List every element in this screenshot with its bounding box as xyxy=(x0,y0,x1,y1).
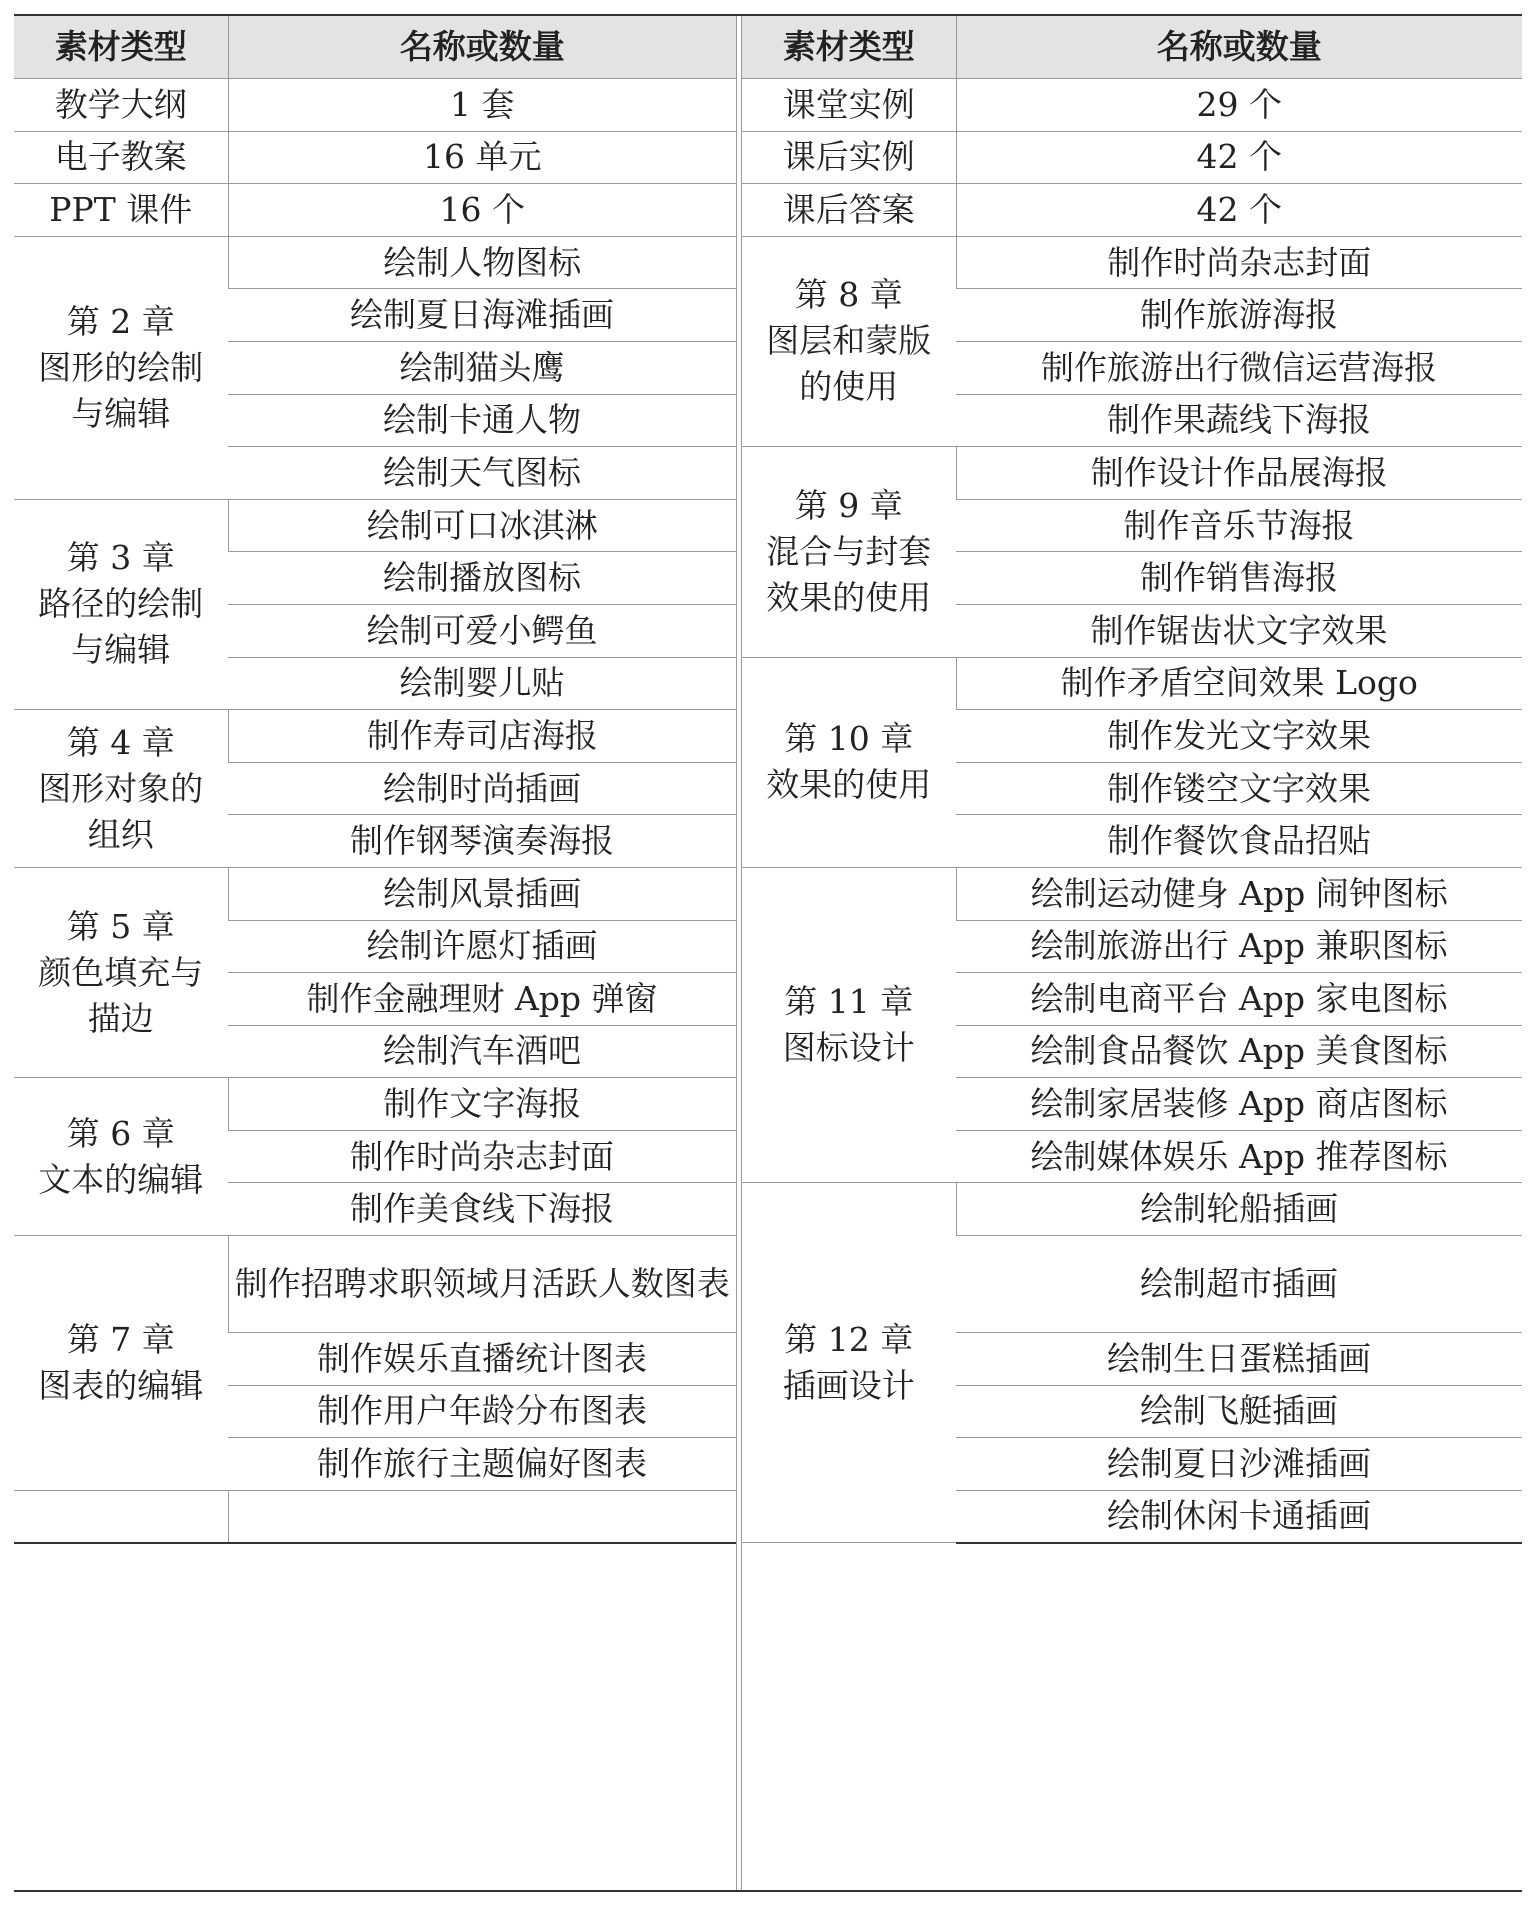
basic-row xyxy=(14,131,736,184)
item-cell: 制作锯齿状文字效果 xyxy=(956,604,1522,657)
item-cell: 制作娱乐直播统计图表 xyxy=(228,1333,736,1386)
chapter-title-line2: 的使用 xyxy=(799,367,899,407)
table-row xyxy=(14,236,736,289)
material-type-cell: 课堂实例 xyxy=(742,79,956,132)
item-cell: 绘制汽车酒吧 xyxy=(228,1025,736,1078)
chapter-cell xyxy=(742,657,956,867)
header-row xyxy=(742,15,1522,79)
chapter-cell xyxy=(742,236,956,446)
chapter-number: 第 2 章 xyxy=(66,301,175,341)
table-row xyxy=(14,710,736,763)
item-cell: 制作音乐节海报 xyxy=(956,499,1522,552)
empty-row xyxy=(14,1490,736,1543)
table-row xyxy=(742,1183,1522,1236)
item-cell: 制作时尚杂志封面 xyxy=(956,236,1522,289)
chapter-number: 第 4 章 xyxy=(66,722,175,762)
chapter-title-line1: 文本的编辑 xyxy=(38,1159,204,1199)
item-cell: 绘制可口冰淇淋 xyxy=(228,499,736,552)
bottom-rule xyxy=(14,1890,1522,1892)
chapter-title-line1: 颜色填充与 xyxy=(38,952,204,992)
item-cell: 绘制超市插画 xyxy=(956,1236,1522,1333)
chapter-number: 第 12 章 xyxy=(784,1319,914,1359)
table-row xyxy=(14,867,736,920)
table-row xyxy=(14,1078,736,1131)
table-row xyxy=(742,867,1522,920)
item-cell: 制作旅行主题偏好图表 xyxy=(228,1438,736,1491)
chapter-title-line1: 图形的绘制 xyxy=(38,347,204,387)
item-cell: 绘制轮船插画 xyxy=(956,1183,1522,1236)
item-cell: 绘制播放图标 xyxy=(228,552,736,605)
table-row xyxy=(742,236,1522,289)
chapter-cell xyxy=(14,710,228,868)
item-cell: 绘制夏日海滩插画 xyxy=(228,289,736,342)
item-cell: 绘制夏日沙滩插画 xyxy=(956,1438,1522,1491)
item-cell: 绘制卡通人物 xyxy=(228,394,736,447)
item-cell: 制作镂空文字效果 xyxy=(956,762,1522,815)
basic-row xyxy=(14,184,736,237)
item-cell: 绘制媒体娱乐 App 推荐图标 xyxy=(956,1130,1522,1183)
right-table xyxy=(742,14,1522,1544)
chapter-number: 第 10 章 xyxy=(784,719,914,759)
table-row xyxy=(742,447,1522,500)
table-row xyxy=(14,1236,736,1333)
item-cell: 制作美食线下海报 xyxy=(228,1183,736,1236)
chapter-number: 第 6 章 xyxy=(66,1113,175,1153)
item-cell: 绘制旅游出行 App 兼职图标 xyxy=(956,920,1522,973)
item-cell: 制作用户年龄分布图表 xyxy=(228,1385,736,1438)
quantity-cell: 29 个 xyxy=(956,79,1522,132)
chapter-number: 第 9 章 xyxy=(794,485,903,525)
material-type-cell: 教学大纲 xyxy=(14,79,228,132)
header-name: 名称或数量 xyxy=(228,15,736,79)
basic-row xyxy=(742,79,1522,132)
item-cell: 制作寿司店海报 xyxy=(228,710,736,763)
chapter-title-line1: 效果的使用 xyxy=(766,765,932,805)
item-cell: 制作金融理财 App 弹窗 xyxy=(228,973,736,1026)
item-cell: 绘制风景插画 xyxy=(228,867,736,920)
item-cell: 制作矛盾空间效果 Logo xyxy=(956,657,1522,710)
chapter-cell xyxy=(14,1236,228,1491)
item-cell: 制作餐饮食品招贴 xyxy=(956,815,1522,868)
material-type-cell: 课后答案 xyxy=(742,184,956,237)
chapter-title-line1: 图形对象的 xyxy=(38,768,204,808)
basic-row xyxy=(14,79,736,132)
chapter-number: 第 3 章 xyxy=(66,538,175,578)
chapter-title-line1: 图表的编辑 xyxy=(38,1365,204,1405)
chapter-title-line2: 与编辑 xyxy=(71,630,171,670)
basic-row xyxy=(742,131,1522,184)
chapter-cell xyxy=(742,1183,956,1543)
item-cell: 绘制食品餐饮 App 美食图标 xyxy=(956,1025,1522,1078)
top-rule xyxy=(14,14,1522,16)
chapter-title-line2: 描边 xyxy=(87,998,154,1038)
item-cell: 制作发光文字效果 xyxy=(956,710,1522,763)
item-cell: 绘制人物图标 xyxy=(228,236,736,289)
item-cell: 绘制电商平台 App 家电图标 xyxy=(956,973,1522,1026)
material-type-cell: PPT 课件 xyxy=(14,184,228,237)
chapter-number: 第 11 章 xyxy=(784,982,914,1022)
empty-cell xyxy=(14,1490,228,1543)
material-type-cell: 课后实例 xyxy=(742,131,956,184)
item-cell: 绘制家居装修 App 商店图标 xyxy=(956,1078,1522,1131)
item-cell: 制作钢琴演奏海报 xyxy=(228,815,736,868)
item-cell: 绘制猫头鹰 xyxy=(228,341,736,394)
item-cell: 制作旅游海报 xyxy=(956,289,1522,342)
item-cell: 制作销售海报 xyxy=(956,552,1522,605)
quantity-cell: 16 个 xyxy=(228,184,736,237)
right-table-half xyxy=(742,14,1522,1544)
item-cell: 绘制婴儿贴 xyxy=(228,657,736,710)
empty-cell xyxy=(228,1490,736,1543)
chapter-cell xyxy=(742,447,956,657)
header-row xyxy=(14,15,736,79)
chapter-number: 第 8 章 xyxy=(794,275,903,315)
table-row xyxy=(14,499,736,552)
chapter-title-line1: 图标设计 xyxy=(782,1028,915,1068)
item-cell: 绘制时尚插画 xyxy=(228,762,736,815)
quantity-cell: 42 个 xyxy=(956,131,1522,184)
item-cell: 制作招聘求职领域月活跃人数图表 xyxy=(228,1236,736,1333)
chapter-cell xyxy=(14,1078,228,1236)
chapter-title-line1: 混合与封套 xyxy=(766,531,932,571)
chapter-title-line2: 与编辑 xyxy=(71,393,171,433)
header-type: 素材类型 xyxy=(14,15,228,79)
chapter-cell xyxy=(14,499,228,709)
chapter-number: 第 5 章 xyxy=(66,906,175,946)
item-cell: 绘制飞艇插画 xyxy=(956,1385,1522,1438)
chapter-title-line1: 插画设计 xyxy=(782,1365,915,1405)
chapter-number: 第 7 章 xyxy=(66,1319,175,1359)
item-cell: 绘制可爱小鳄鱼 xyxy=(228,604,736,657)
material-type-cell: 电子教案 xyxy=(14,131,228,184)
basic-row xyxy=(742,184,1522,237)
item-cell: 制作旅游出行微信运营海报 xyxy=(956,341,1522,394)
left-table-half xyxy=(14,14,736,1544)
table-row xyxy=(742,657,1522,710)
item-cell: 绘制生日蛋糕插画 xyxy=(956,1333,1522,1386)
chapter-cell xyxy=(14,236,228,499)
chapter-title-line1: 路径的绘制 xyxy=(38,584,204,624)
item-cell: 制作文字海报 xyxy=(228,1078,736,1131)
chapter-cell xyxy=(742,867,956,1183)
item-cell: 制作设计作品展海报 xyxy=(956,447,1522,500)
item-cell: 绘制许愿灯插画 xyxy=(228,920,736,973)
quantity-cell: 42 个 xyxy=(956,184,1522,237)
header-type: 素材类型 xyxy=(742,15,956,79)
item-cell: 绘制运动健身 App 闹钟图标 xyxy=(956,867,1522,920)
item-cell: 绘制休闲卡通插画 xyxy=(956,1490,1522,1543)
chapter-title-line2: 组织 xyxy=(87,814,154,854)
quantity-cell: 16 单元 xyxy=(228,131,736,184)
item-cell: 绘制天气图标 xyxy=(228,447,736,500)
left-table xyxy=(14,14,736,1544)
quantity-cell: 1 套 xyxy=(228,79,736,132)
item-cell: 制作时尚杂志封面 xyxy=(228,1130,736,1183)
chapter-title-line1: 图层和蒙版 xyxy=(766,321,932,361)
chapter-title-line2: 效果的使用 xyxy=(766,577,932,617)
header-name: 名称或数量 xyxy=(956,15,1522,79)
chapter-cell xyxy=(14,867,228,1077)
item-cell: 制作果蔬线下海报 xyxy=(956,394,1522,447)
